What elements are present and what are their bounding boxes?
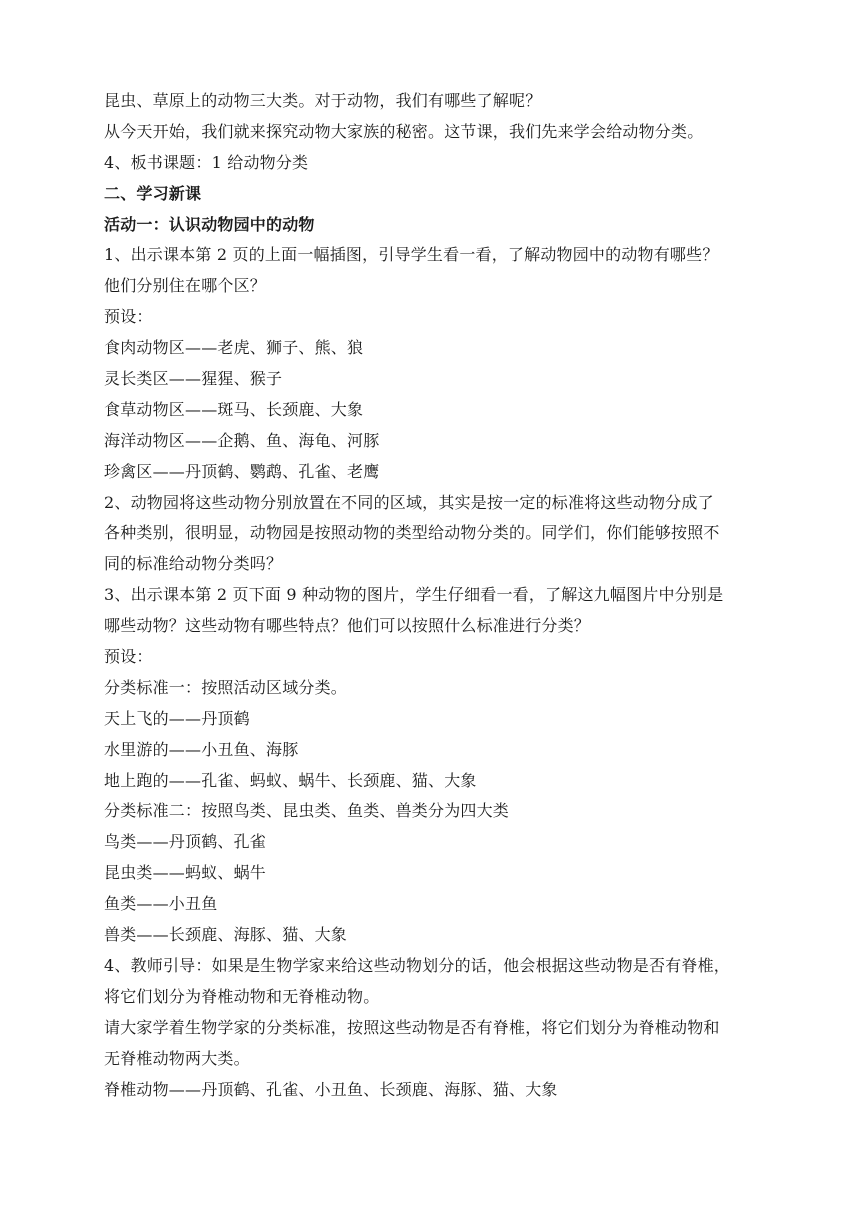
text-line: 各种类别，很明显，动物园是按照动物的类型给动物分类的。同学们，你们能够按照不 <box>104 523 720 543</box>
section-heading: 活动一：认识动物园中的动物 <box>104 214 315 234</box>
text-line: 鸟类——丹顶鹤、孔雀 <box>104 832 267 852</box>
text-line: 昆虫、草原上的动物三大类。对于动物，我们有哪些了解呢？ <box>104 91 542 110</box>
text-line: 灵长类区——猩猩、猴子 <box>104 369 283 389</box>
text-line: 分类标准二：按照鸟类、昆虫类、鱼类、兽类分为四大类 <box>104 801 510 821</box>
section-heading: 二、学习新课 <box>104 183 202 203</box>
text-line: 兽类——长颈鹿、海豚、猫、大象 <box>104 925 348 945</box>
text-line: 无脊椎动物两大类。 <box>104 1048 250 1068</box>
text-line: 海洋动物区——企鹅、鱼、海龟、河豚 <box>104 430 380 450</box>
text-line: 4、教师引导：如果是生物学家来给这些动物划分的话，他会根据这些动物是否有脊椎， <box>104 955 730 975</box>
text-line: 1、出示课本第 2 页的上面一幅插图，引导学生看一看，了解动物园中的动物有哪些？ <box>104 245 719 265</box>
text-line: 请大家学着生物学家的分类标准，按照这些动物是否有脊椎，将它们划分为脊椎动物和 <box>104 1017 720 1037</box>
text-line: 4、板书课题：1 给动物分类 <box>104 152 309 172</box>
text-line: 天上飞的——丹顶鹤 <box>104 708 250 728</box>
text-line: 预设： <box>104 647 153 667</box>
text-line: 珍禽区——丹顶鹤、鹦鹉、孔雀、老鹰 <box>104 461 380 481</box>
text-line: 鱼类——小丑鱼 <box>104 894 218 914</box>
text-line: 地上跑的——孔雀、蚂蚁、蜗牛、长颈鹿、猫、大象 <box>104 770 477 790</box>
text-line: 昆虫类——蚂蚁、蜗牛 <box>104 863 267 883</box>
text-line: 水里游的——小丑鱼、海豚 <box>104 739 299 759</box>
text-line: 他们分别住在哪个区？ <box>104 276 267 296</box>
text-line: 食肉动物区——老虎、狮子、熊、狼 <box>104 338 364 358</box>
text-line: 从今天开始，我们就来探究动物大家族的秘密。这节课，我们先来学会给动物分类。 <box>104 121 704 141</box>
text-line: 哪些动物？这些动物有哪些特点？他们可以按照什么标准进行分类？ <box>104 616 591 636</box>
text-line: 分类标准一：按照活动区域分类。 <box>104 677 348 697</box>
document-body <box>104 86 764 1105</box>
text-line: 脊椎动物——丹顶鹤、孔雀、小丑鱼、长颈鹿、海豚、猫、大象 <box>104 1079 558 1099</box>
text-line: 将它们划分为脊椎动物和无脊椎动物。 <box>104 986 380 1006</box>
text-line: 同的标准给动物分类吗？ <box>104 554 283 574</box>
text-line: 食草动物区——斑马、长颈鹿、大象 <box>104 399 364 419</box>
text-line: 2、动物园将这些动物分别放置在不同的区域，其实是按一定的标准将这些动物分成了 <box>104 492 714 512</box>
text-line: 预设： <box>104 307 153 327</box>
text-line: 3、出示课本第 2 页下面 9 种动物的图片，学生仔细看一看，了解这九幅图片中分别是 <box>104 585 724 605</box>
